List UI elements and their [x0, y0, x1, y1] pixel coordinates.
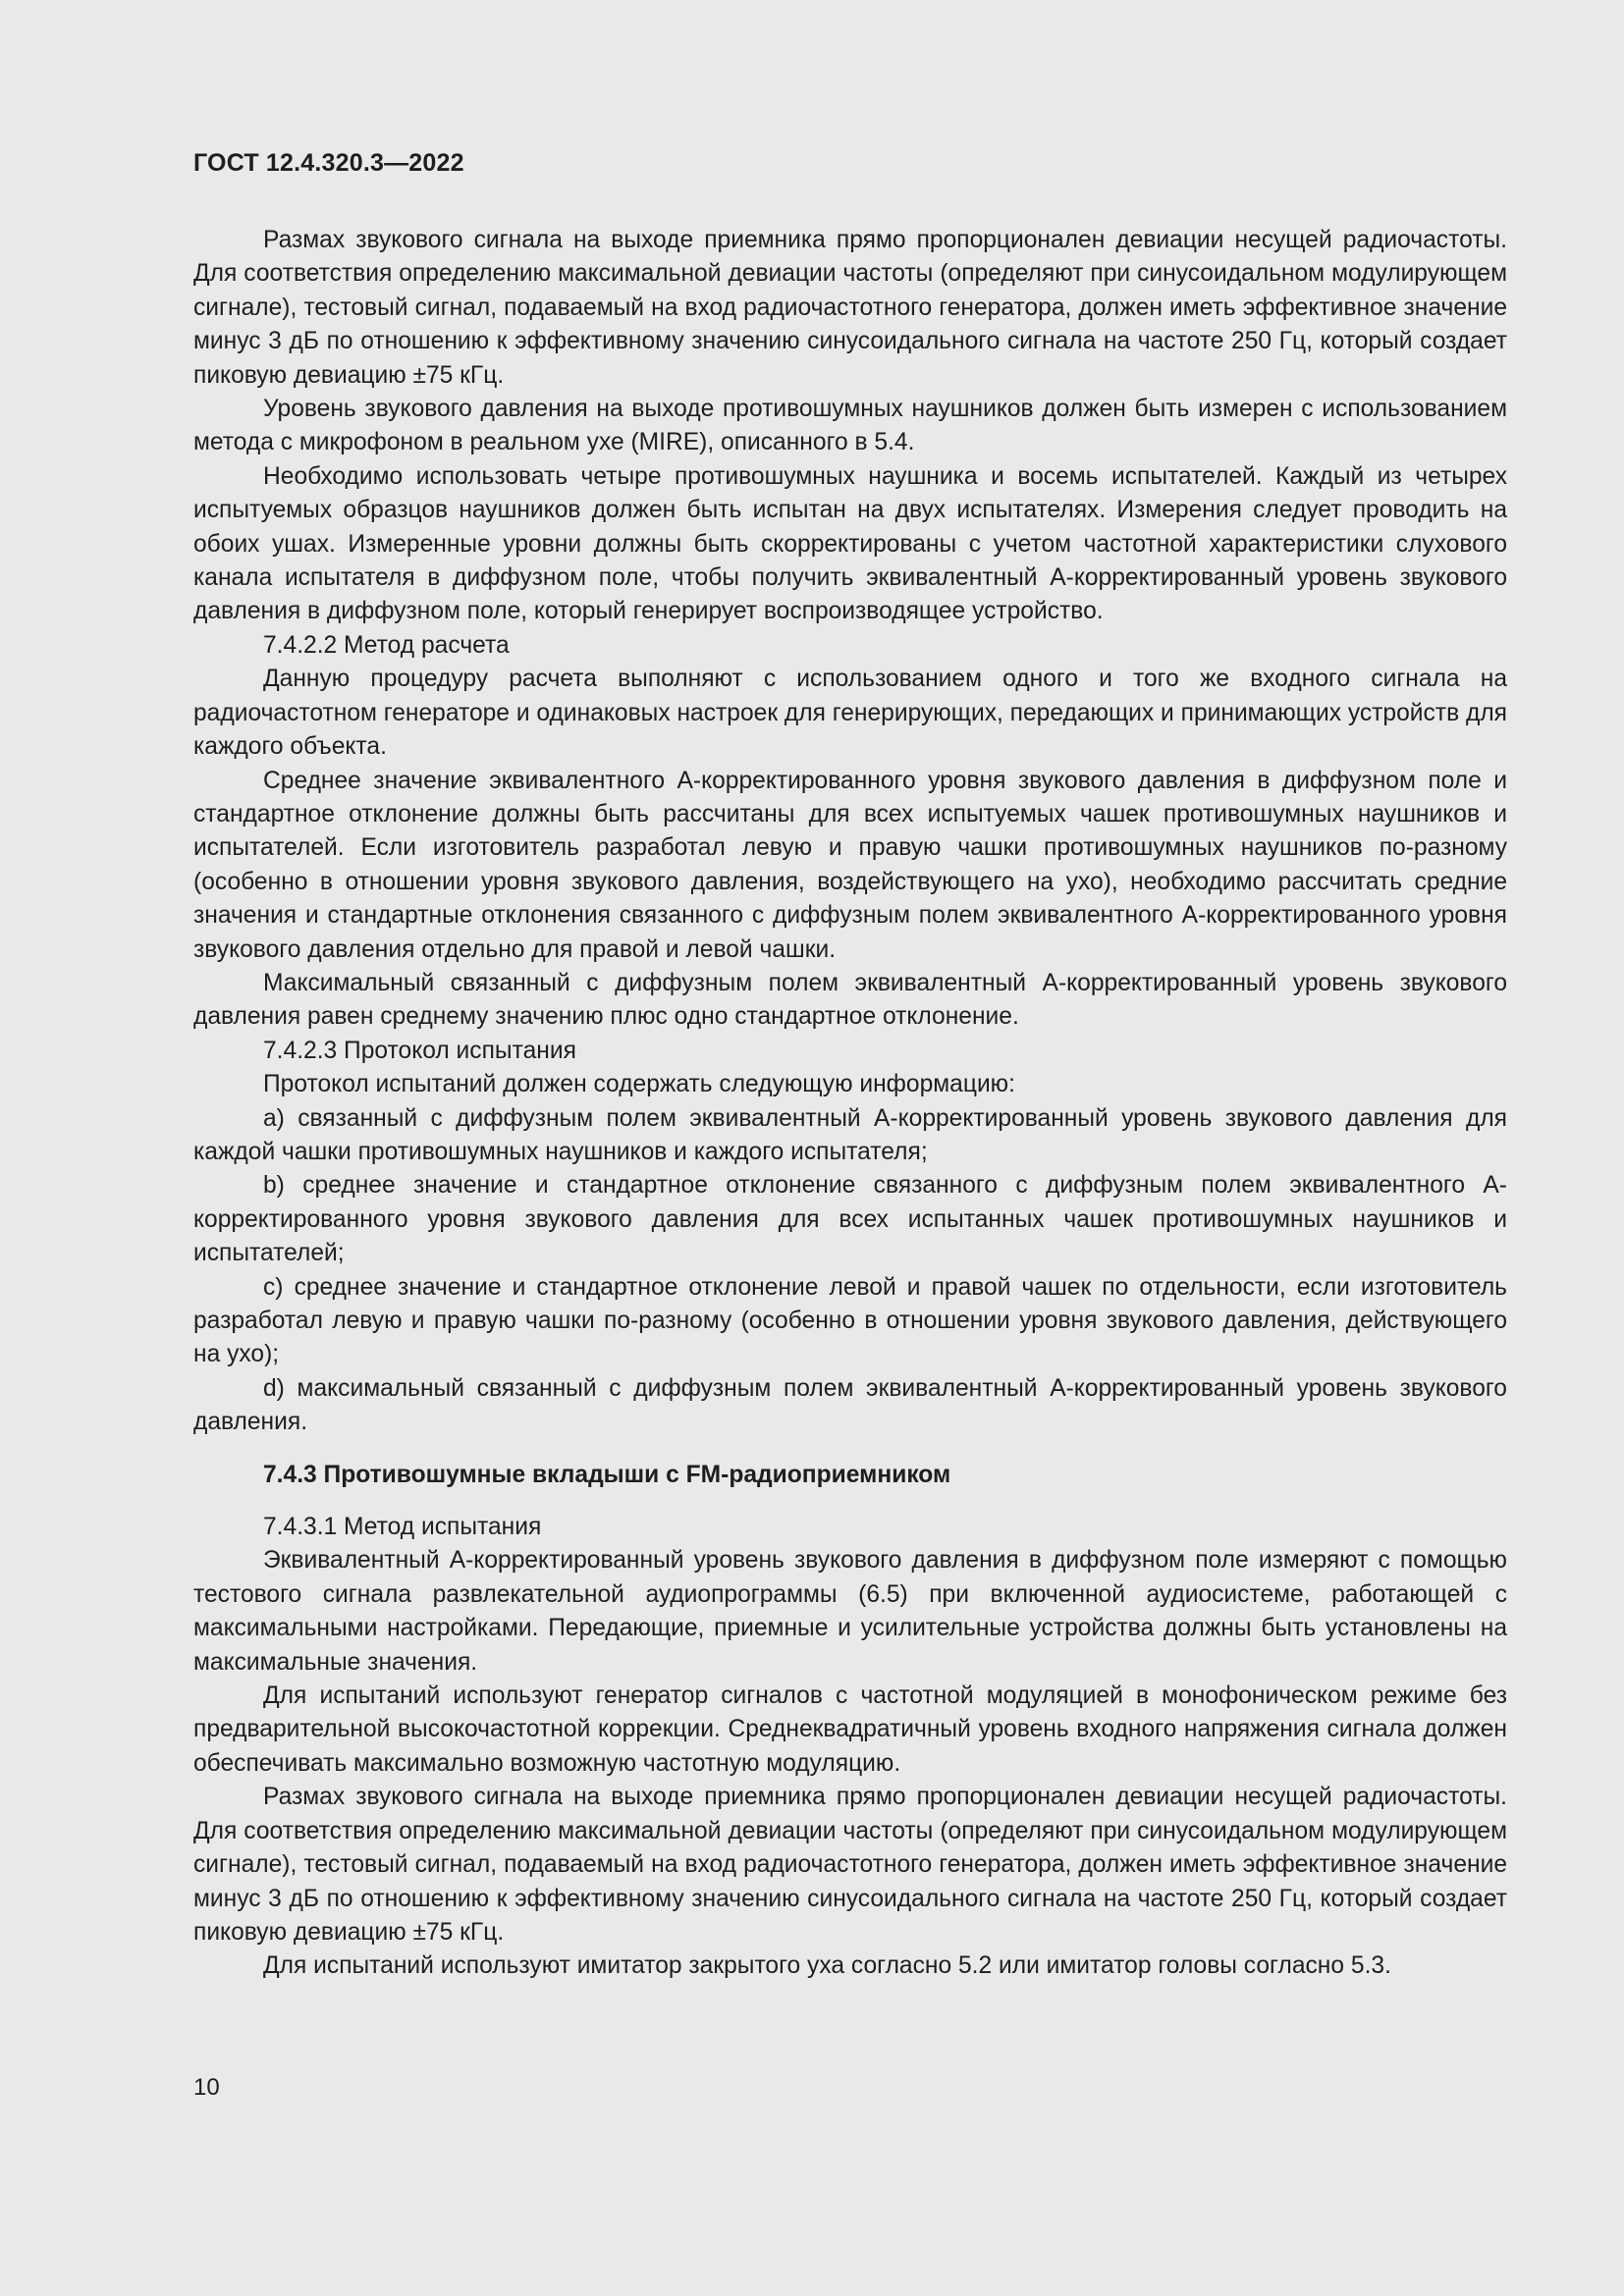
- list-item: b) среднее значение и стандартное отклонение связанного с диффузным полем эквивалентного А-корректированного уровня звукового давления для всех испытанных чашек противошумных наушников и испытателей;: [193, 1172, 1507, 1267]
- document-header: ГОСТ 12.4.320.3—2022: [193, 149, 464, 177]
- paragraph: Уровень звукового давления на выходе противошумных наушников должен быть измерен с использованием метода с микрофоном в реальном ухе (MIRE), описанного в 5.4.: [193, 396, 1507, 456]
- paragraph: Необходимо использовать четыре противошумных наушника и восемь испытателей. Каждый из четырех испытуемых образцов наушников должен быть испытан на двух испытателях. Измерения следует проводить на обоих ушах. Измеренные уровни должны быть скорректированы с учетом частотной характеристики слухового канала испытателя в диффузном поле, чтобы получить эквивалентный А-корректированный уровень звукового давления в диффузном поле, который генерирует воспроизводящее устройство.: [193, 462, 1507, 625]
- paragraph: Среднее значение эквивалентного А-корректированного уровня звукового давления в диффузном поле и стандартное отклонение должны быть рассчитаны для всех испытуемых чашек противошумных наушников и испытателей. Если изготовитель разработал левую и правую чашки противошумных наушников по-разному (особенно в отношении уровня звукового давления, воздействующего на ухо), необходимо рассчитать средние значения и стандартные отклонения связанного с диффузным полем эквивалентного А-корректированного уровня звукового давления отдельно для правой и левой чашки.: [193, 767, 1507, 963]
- list-item: c) среднее значение и стандартное отклонение левой и правой чашек по отдельности, если изготовитель разработал левую и правую чашки по-разному (особенно в отношении уровня звукового давления, действующего на ухо);: [193, 1273, 1507, 1368]
- list-item: a) связанный с диффузным полем эквивалентный А-корректированный уровень звукового давления для каждой чашки противошумных наушников и каждого испытателя;: [193, 1104, 1507, 1165]
- paragraph: Размах звукового сигнала на выходе приемника прямо пропорционален девиации несущей радиочастоты. Для соответствия определению максимальной девиации частоты (определяют при синусоидальном модулирующем сигнале), тестовый сигнал, подаваемый на вход радиочастотного генератора, должен иметь эффективное значение минус 3 дБ по отношению к эффективному значению синусоидального сигнала на частоте 250 Гц, который создает пиковую девиацию ±75 кГц.: [193, 227, 1507, 389]
- body-text: [193, 224, 1507, 1984]
- paragraph: Для испытаний используют генератор сигналов с частотной модуляцией в монофоническом режиме без предварительной высокочастотной коррекции. Среднеквадратичный уровень входного напряжения сигнала должен обеспечивать максимально возможную частотную модуляцию.: [193, 1682, 1507, 1777]
- section-heading: 7.4.3 Противошумные вкладыши с FM-радиоприемником: [263, 1461, 951, 1488]
- subsection-title: 7.4.2.3 Протокол испытания: [263, 1037, 576, 1064]
- paragraph: Для испытаний используют имитатор закрытого уха согласно 5.2 или имитатор головы согласно 5.3.: [263, 1952, 1391, 1980]
- paragraph: Протокол испытаний должен содержать следующую информацию:: [263, 1071, 1015, 1098]
- paragraph: Максимальный связанный с диффузным полем эквивалентный А-корректированный уровень звукового давления равен среднему значению плюс одно стандартное отклонение.: [193, 969, 1507, 1031]
- subsection-title: 7.4.3.1 Метод испытания: [263, 1514, 542, 1541]
- list-item: d) максимальный связанный с диффузным полем эквивалентный А-корректированный уровень звукового давления.: [193, 1374, 1507, 1436]
- paragraph: Размах звукового сигнала на выходе приемника прямо пропорционален девиации несущей радиочастоты. Для соответствия определению максимальной девиации частоты (определяют при синусоидальном модулирующем сигнале), тестовый сигнал, подаваемый на вход радиочастотного генератора, должен иметь эффективное значение минус 3 дБ по отношению к эффективному значению синусоидального сигнала на частоте 250 Гц, который создает пиковую девиацию ±75 кГц.: [193, 1784, 1507, 1946]
- paragraph: Эквивалентный А-корректированный уровень звукового давления в диффузном поле измеряют с помощью тестового сигнала развлекательной аудиопрограммы (6.5) при включенной аудиосистеме, работающей с максимальными настройками. Передающие, приемные и усилительные устройства должны быть установлены на максимальные значения.: [193, 1547, 1507, 1676]
- page-number: 10: [193, 2074, 220, 2101]
- subsection-title: 7.4.2.2 Метод расчета: [263, 631, 510, 659]
- paragraph: Данную процедуру расчета выполняют с использованием одного и того же входного сигнала на радиочастотном генераторе и одинаковых настроек для генерирующих, передающих и принимающих устройств для каждого объекта.: [193, 666, 1507, 761]
